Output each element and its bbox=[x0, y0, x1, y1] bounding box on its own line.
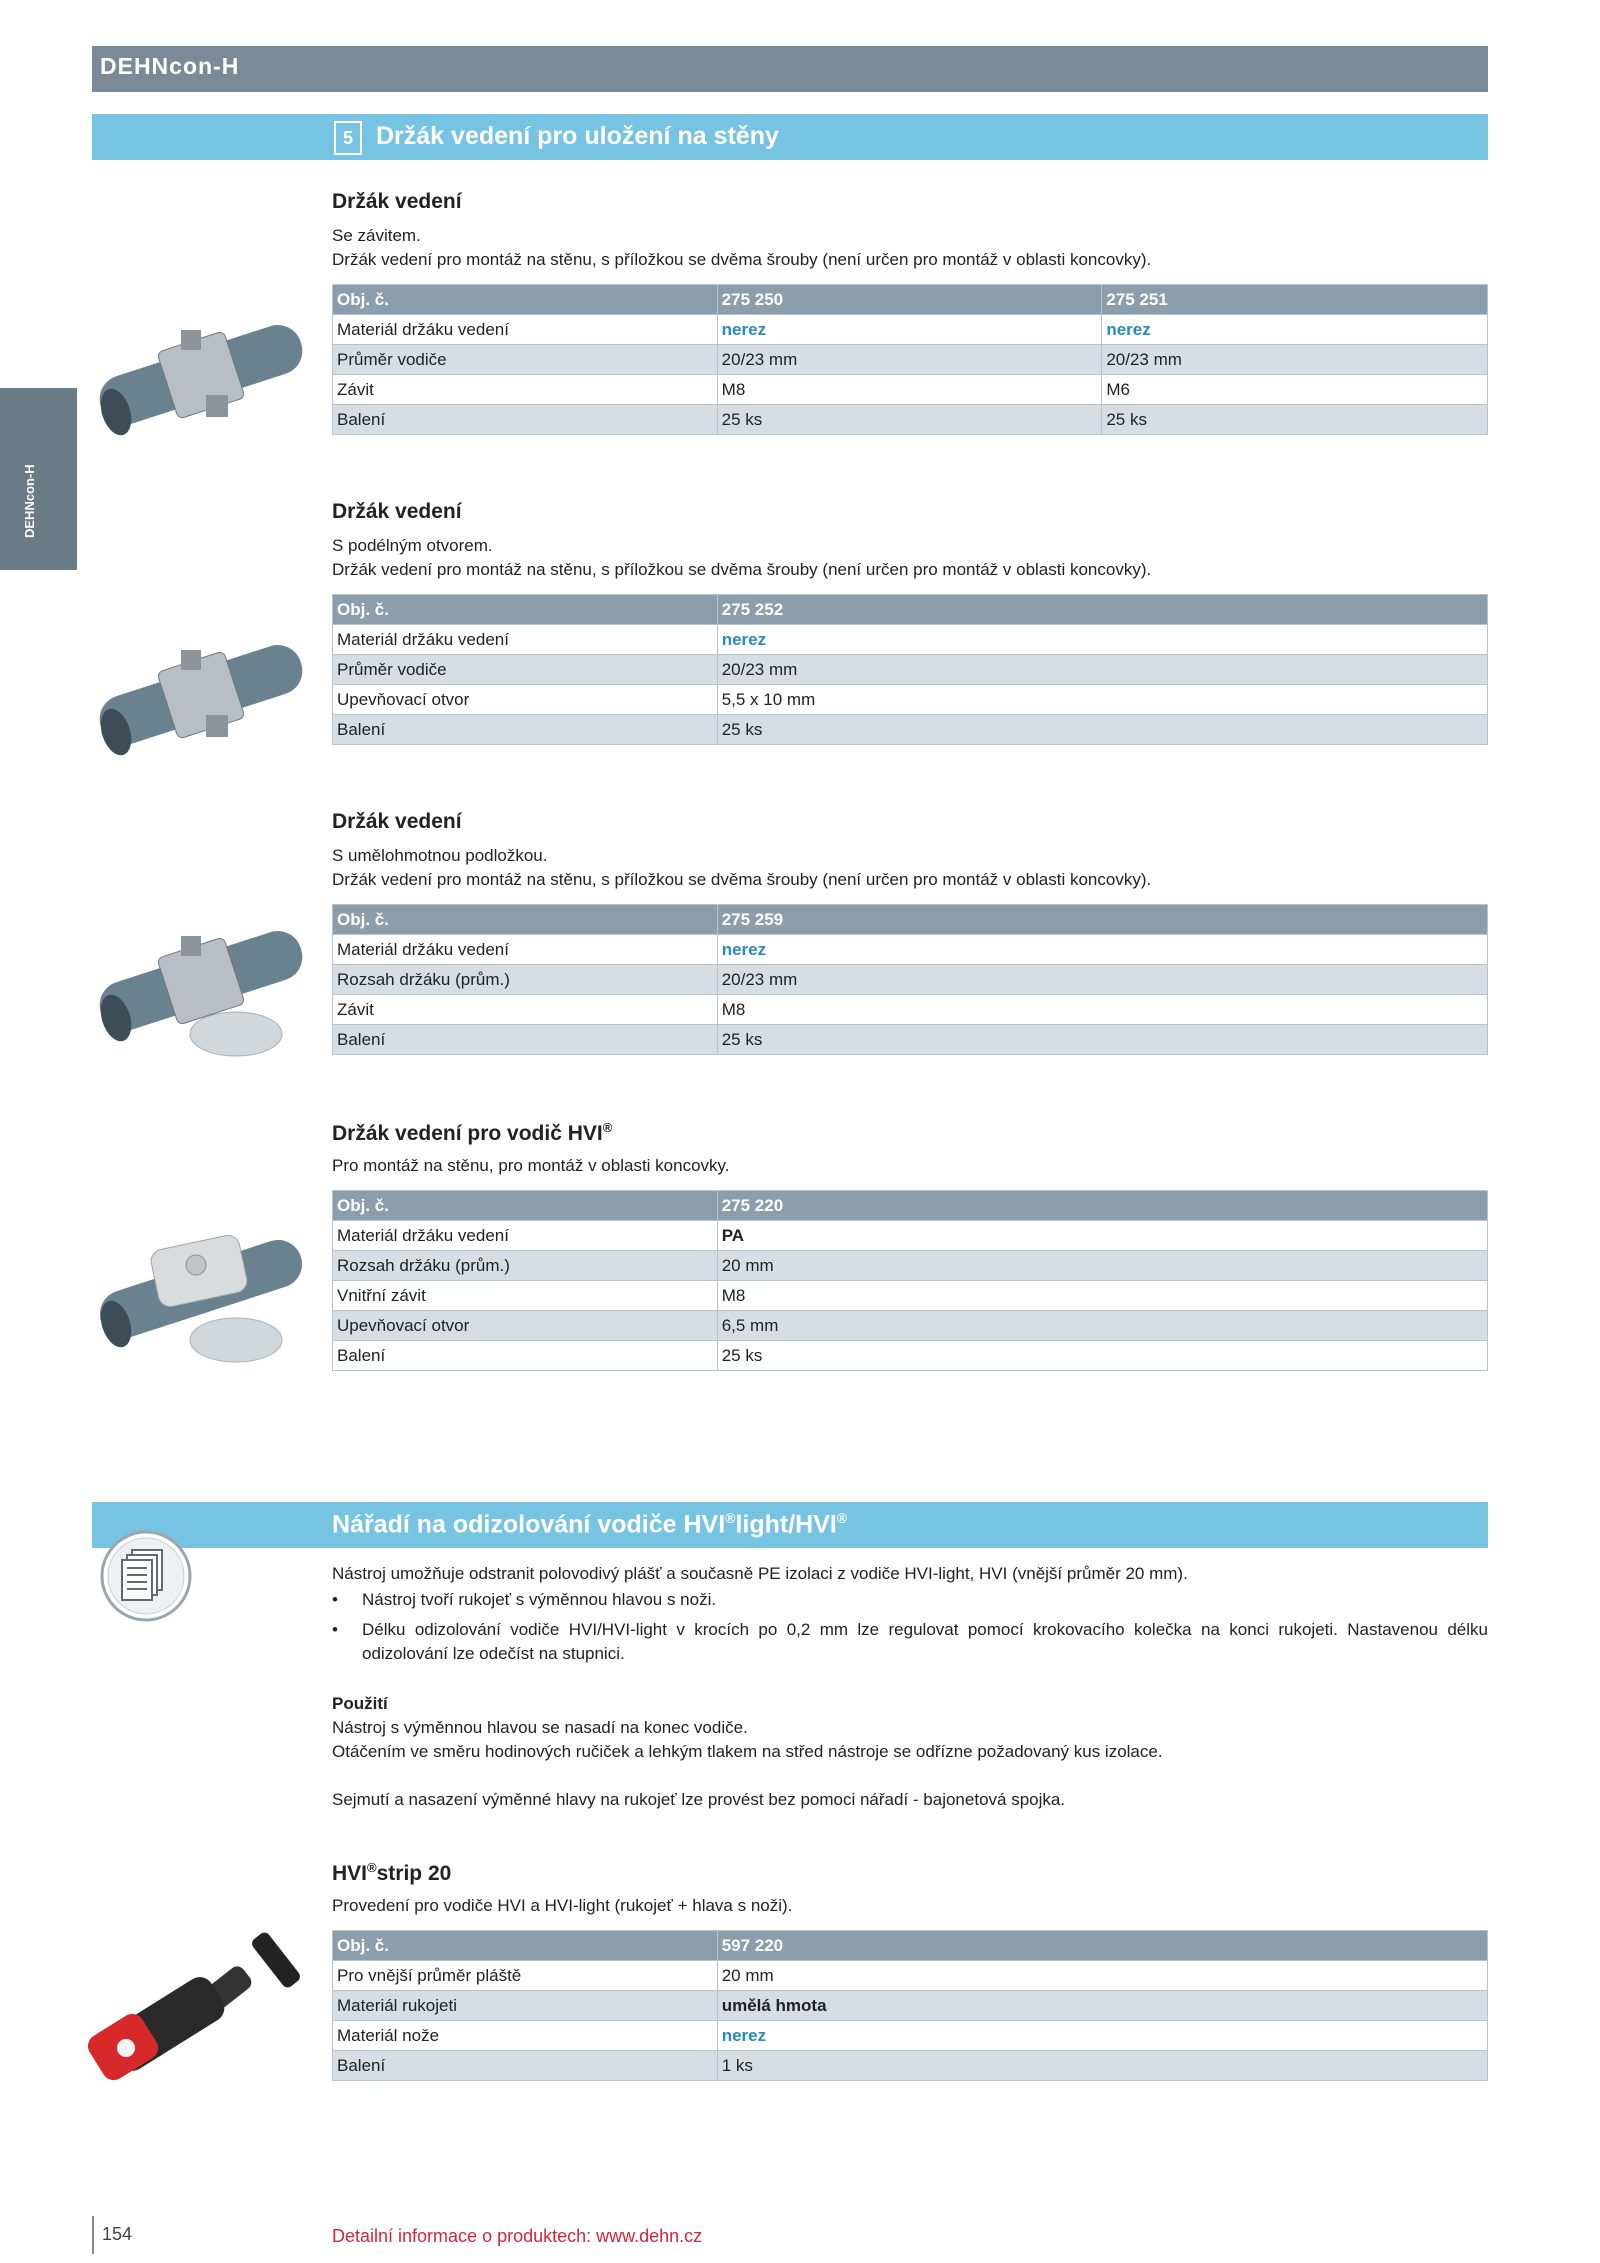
table-cell: Materiál držáku vedení bbox=[333, 625, 718, 655]
table-cell: M8 bbox=[717, 1281, 1487, 1311]
product-desc: Pro montáž na stěnu, pro montáž v oblasti koncovky. bbox=[332, 1156, 730, 1175]
table-row bbox=[333, 345, 1488, 375]
table-header-cell: 275 259 bbox=[717, 905, 1487, 935]
table-cell: 20/23 mm bbox=[717, 345, 1102, 375]
table-cell: Balení bbox=[333, 715, 718, 745]
document-icon bbox=[100, 1530, 192, 1622]
table-header-cell: Obj. č. bbox=[333, 285, 718, 315]
table-cell: 20 mm bbox=[717, 1961, 1487, 1991]
footer-link[interactable]: Detailní informace o produktech: www.dehn.cz bbox=[332, 2226, 703, 2246]
conductor-holder-image bbox=[86, 916, 316, 1066]
table-cell: nerez bbox=[717, 625, 1487, 655]
spec-table bbox=[332, 594, 1488, 745]
table-row bbox=[333, 2021, 1488, 2051]
product-desc: S podélným otvorem. bbox=[332, 536, 493, 555]
page-number: 154 bbox=[102, 2224, 133, 2244]
table-header-cell: 275 250 bbox=[717, 285, 1102, 315]
table-row bbox=[333, 1025, 1488, 1055]
usage-heading: Použití bbox=[332, 1694, 388, 1713]
table-cell: 25 ks bbox=[1102, 405, 1488, 435]
table-header-cell: Obj. č. bbox=[333, 1191, 718, 1221]
section-title-part: light/HVI bbox=[735, 1510, 837, 1539]
table-cell: 20 mm bbox=[717, 1251, 1487, 1281]
table-row bbox=[333, 685, 1488, 715]
section-title-part: Nářadí na odizolování vodiče HVI bbox=[332, 1510, 726, 1539]
table-row bbox=[333, 1221, 1488, 1251]
table-cell: Závit bbox=[333, 375, 718, 405]
table-cell: 20/23 mm bbox=[717, 965, 1487, 995]
product-title: Držák vedení bbox=[332, 810, 462, 833]
registered-mark: ® bbox=[602, 1120, 613, 1135]
conductor-holder-image bbox=[86, 620, 316, 770]
table-row bbox=[333, 405, 1488, 435]
table-cell: Materiál držáku vedení bbox=[333, 1221, 718, 1251]
spec-table bbox=[332, 1190, 1488, 1371]
stripping-tool-image bbox=[86, 1930, 326, 2090]
product-title bbox=[332, 1860, 451, 1886]
product-title bbox=[332, 1120, 612, 1146]
table-row bbox=[333, 1341, 1488, 1371]
table-cell: 25 ks bbox=[717, 715, 1487, 745]
product-title-part: strip 20 bbox=[376, 1862, 452, 1885]
table-cell: Průměr vodiče bbox=[333, 655, 718, 685]
table-row bbox=[333, 625, 1488, 655]
section-header bbox=[92, 1502, 1488, 1548]
table-row bbox=[333, 1991, 1488, 2021]
table-cell: nerez bbox=[717, 935, 1487, 965]
hvi-holder-image bbox=[86, 1220, 316, 1370]
registered-mark: ® bbox=[725, 1510, 736, 1526]
table-row bbox=[333, 375, 1488, 405]
table-header-cell: 597 220 bbox=[717, 1931, 1487, 1961]
table-row bbox=[333, 315, 1488, 345]
top-bar bbox=[92, 46, 1488, 92]
table-cell: 25 ks bbox=[717, 405, 1102, 435]
product-title-part: HVI bbox=[332, 1862, 368, 1885]
spec-table bbox=[332, 904, 1488, 1055]
table-header-cell: 275 252 bbox=[717, 595, 1487, 625]
table-row bbox=[333, 655, 1488, 685]
table-row bbox=[333, 935, 1488, 965]
table-cell: Pro vnější průměr pláště bbox=[333, 1961, 718, 1991]
table-cell: PA bbox=[717, 1221, 1487, 1251]
registered-mark: ® bbox=[367, 1860, 377, 1875]
table-row bbox=[333, 1311, 1488, 1341]
table-header-row bbox=[333, 595, 1488, 625]
product-title: Držák vedení bbox=[332, 190, 462, 213]
intro-text: Nástroj umožňuje odstranit polovodivý plášť a současně PE izolaci z vodiče HVI-light, HVI (vnější průměr 20 mm). bbox=[332, 1564, 1188, 1583]
table-row bbox=[333, 1251, 1488, 1281]
conductor-holder-image bbox=[86, 300, 316, 450]
table-cell: Materiál nože bbox=[333, 2021, 718, 2051]
table-cell: nerez bbox=[717, 315, 1102, 345]
table-header-cell: Obj. č. bbox=[333, 1931, 718, 1961]
side-tab-label: DEHNcon-H bbox=[22, 464, 37, 538]
table-cell: 25 ks bbox=[717, 1025, 1487, 1055]
table-cell: Průměr vodiče bbox=[333, 345, 718, 375]
section-title: Držák vedení pro uložení na stěny bbox=[376, 122, 779, 150]
bullet-icon: • bbox=[332, 1590, 338, 1609]
table-cell: Rozsah držáku (prům.) bbox=[333, 965, 718, 995]
product-desc: Držák vedení pro montáž na stěnu, s příložkou se dvěma šrouby (není určen pro montáž v oblasti koncovky). bbox=[332, 870, 1152, 889]
table-header-row bbox=[333, 905, 1488, 935]
registered-mark: ® bbox=[836, 1510, 848, 1526]
table-cell: 5,5 x 10 mm bbox=[717, 685, 1487, 715]
table-cell: Upevňovací otvor bbox=[333, 1311, 718, 1341]
page-number-box bbox=[92, 2216, 138, 2254]
table-row bbox=[333, 995, 1488, 1025]
table-cell: Rozsah držáku (prům.) bbox=[333, 1251, 718, 1281]
table-cell: M6 bbox=[1102, 375, 1488, 405]
product-title-text: Držák vedení pro vodič HVI bbox=[332, 1122, 603, 1145]
table-header-row bbox=[333, 1931, 1488, 1961]
table-cell: Vnitřní závit bbox=[333, 1281, 718, 1311]
table-cell: Balení bbox=[333, 1341, 718, 1371]
table-cell: 25 ks bbox=[717, 1341, 1487, 1371]
table-cell: Balení bbox=[333, 2051, 718, 2081]
table-cell: Balení bbox=[333, 405, 718, 435]
table-cell: 1 ks bbox=[717, 2051, 1487, 2081]
table-row bbox=[333, 2051, 1488, 2081]
table-cell: Materiál rukojeti bbox=[333, 1991, 718, 2021]
table-cell: Balení bbox=[333, 1025, 718, 1055]
table-header-cell: Obj. č. bbox=[333, 905, 718, 935]
bullet-item: Délku odizolování vodiče HVI/HVI-light v krocích po 0,2 mm lze regulovat pomocí krokovacího kolečka na konci rukojeti. Nastavenou délku odizolování lze odečíst na stupnici. bbox=[362, 1620, 1488, 1663]
section-number: 5 bbox=[334, 121, 362, 155]
product-desc: Provedení pro vodiče HVI a HVI-light (rukojeť + hlava s noži). bbox=[332, 1896, 793, 1915]
table-cell: M8 bbox=[717, 375, 1102, 405]
product-desc: Se závitem. bbox=[332, 226, 421, 245]
table-cell: nerez bbox=[717, 2021, 1487, 2051]
table-header-cell: 275 251 bbox=[1102, 285, 1488, 315]
usage-text: Sejmutí a nasazení výměnné hlavy na rukojeť lze provést bez pomoci nářadí - bajonetová spojka. bbox=[332, 1790, 1066, 1809]
table-header-cell: Obj. č. bbox=[333, 595, 718, 625]
product-desc: S umělohmotnou podložkou. bbox=[332, 846, 548, 865]
table-row bbox=[333, 715, 1488, 745]
side-tab[interactable] bbox=[0, 388, 77, 570]
table-cell: nerez bbox=[1102, 315, 1488, 345]
table-cell: Materiál držáku vedení bbox=[333, 935, 718, 965]
table-cell: 20/23 mm bbox=[1102, 345, 1488, 375]
section-title bbox=[332, 1510, 847, 1539]
product-desc: Držák vedení pro montáž na stěnu, s příložkou se dvěma šrouby (není určen pro montáž v oblasti koncovky). bbox=[332, 250, 1152, 269]
table-cell: M8 bbox=[717, 995, 1487, 1025]
table-cell: Upevňovací otvor bbox=[333, 685, 718, 715]
table-cell: 6,5 mm bbox=[717, 1311, 1487, 1341]
table-header-row bbox=[333, 1191, 1488, 1221]
section-header bbox=[92, 114, 1488, 160]
usage-text: Nástroj s výměnnou hlavou se nasadí na konec vodiče. bbox=[332, 1718, 748, 1737]
table-row bbox=[333, 1961, 1488, 1991]
table-header-row bbox=[333, 285, 1488, 315]
bullet-icon: • bbox=[332, 1620, 338, 1639]
table-cell: umělá hmota bbox=[717, 1991, 1487, 2021]
table-header-cell: 275 220 bbox=[717, 1191, 1487, 1221]
product-desc: Držák vedení pro montáž na stěnu, s příložkou se dvěma šrouby (není určen pro montáž v oblasti koncovky). bbox=[332, 560, 1152, 579]
spec-table bbox=[332, 284, 1488, 435]
table-row bbox=[333, 1281, 1488, 1311]
table-cell: 20/23 mm bbox=[717, 655, 1487, 685]
usage-text: Otáčením ve směru hodinových ručiček a lehkým tlakem na střed nástroje se odřízne požadovaný kus izolace. bbox=[332, 1742, 1163, 1761]
product-title: Držák vedení bbox=[332, 500, 462, 523]
table-cell: Závit bbox=[333, 995, 718, 1025]
brand-title: DEHNcon-H bbox=[100, 53, 240, 79]
table-cell: Materiál držáku vedení bbox=[333, 315, 718, 345]
table-row bbox=[333, 965, 1488, 995]
bullet-item: Nástroj tvoří rukojeť s výměnnou hlavou s noži. bbox=[362, 1590, 717, 1609]
spec-table bbox=[332, 1930, 1488, 2081]
